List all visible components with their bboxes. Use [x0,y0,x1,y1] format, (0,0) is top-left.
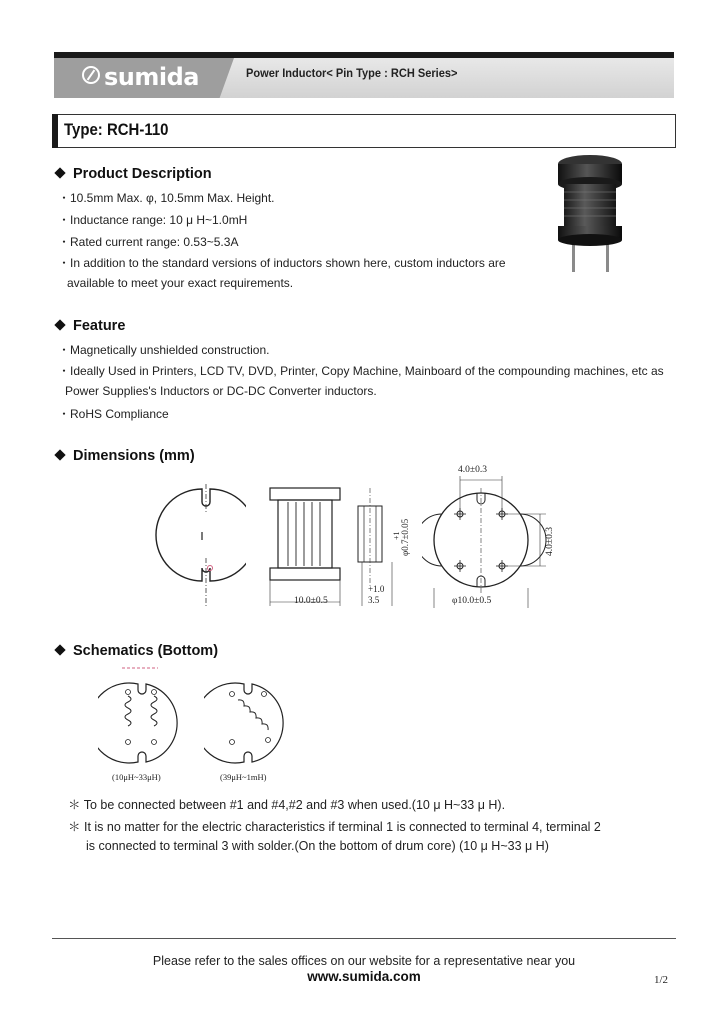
section-heading-text: Product Description [73,166,212,182]
feature-line-1: ・Magnetically unshielded construction. [58,343,270,357]
desc-line-2: ・Inductance range: 10 μ H~1.0mH [58,213,248,227]
section-dimensions [56,448,195,464]
feature-line-4: ・RoHS Compliance [58,407,169,421]
schematic-right-caption: (39μH~1mH) [220,772,267,782]
diamond-bullet-icon [54,167,65,178]
desc-line-4: ・In addition to the standard versions of inductors shown here, custom inductors are [58,256,506,270]
schematic-left-caption: (10μH~33μH) [112,772,161,782]
diamond-bullet-icon [54,644,65,655]
footer-note: Please refer to the sales offices on our website for a representative near you [152,954,576,968]
header-title: Power Inductor< Pin Type : RCH Series> [246,66,458,80]
page-number: 1/2 [654,974,669,986]
sumida-logo-icon [82,66,100,84]
section-heading-text: Feature [73,318,126,334]
feature-line-3: Power Supplies's Inductors or DC-DC Converter inductors. [65,384,377,398]
schematic-right [204,662,296,784]
logo-text: sumida [104,63,199,91]
dimension-top-view [148,482,246,608]
pin-len-label: 3.5 [368,595,380,605]
type-title: Type: RCH-110 [64,120,169,139]
section-product-description [56,166,212,182]
schematic-note-2: ＊ It is no matter for the electric characteristics if terminal 1 is connected to terminal 4, terminal 2 [68,820,601,834]
diamond-bullet-icon [54,319,65,330]
feature-line-2: ・Ideally Used in Printers, LCD TV, DVD, Printer, Copy Machine, Mainboard of the compounding machines, etc as [58,364,664,378]
pin-dia-label: φ0.7±0.05 [400,518,410,556]
section-feature [56,318,125,334]
type-box-accent [52,114,58,148]
product-photo [548,152,640,274]
section-heading-text: Schematics (Bottom) [73,643,219,659]
diamond-bullet-icon [54,449,65,460]
dimension-side-view [262,484,410,608]
desc-line-5: available to meet your exact requirements. [67,276,294,290]
schematic-note-3: is connected to terminal 3 with solder.(On the bottom of drum core) (10 μ H~33 μ H) [86,839,549,853]
diameter-label: φ10.0±0.5 [452,596,492,606]
side-height-label: 4.0±0.3 [545,527,555,556]
top-width-label: 4.0±0.3 [458,465,487,475]
pin-len-tol-label: +1.0 [368,584,385,594]
footer-rule [52,938,676,939]
dimension-bottom-view [422,458,558,608]
desc-line-3: ・Rated current range: 0.53~5.3A [58,235,239,249]
desc-line-1: ・10.5mm Max. φ, 10.5mm Max. Height. [58,191,275,205]
pin-tol-label: +1 [392,531,401,540]
section-heading-text: Dimensions (mm) [73,448,195,464]
footer-url-link[interactable]: www.sumida.com [307,969,421,984]
section-schematics [56,643,218,659]
body-height-label: 10.0±0.5 [294,596,328,606]
schematic-note-1: ＊ To be connected between #1 and #4,#2 and #3 when used.(10 μ H~33 μ H). [68,798,506,812]
schematic-left [98,662,190,784]
